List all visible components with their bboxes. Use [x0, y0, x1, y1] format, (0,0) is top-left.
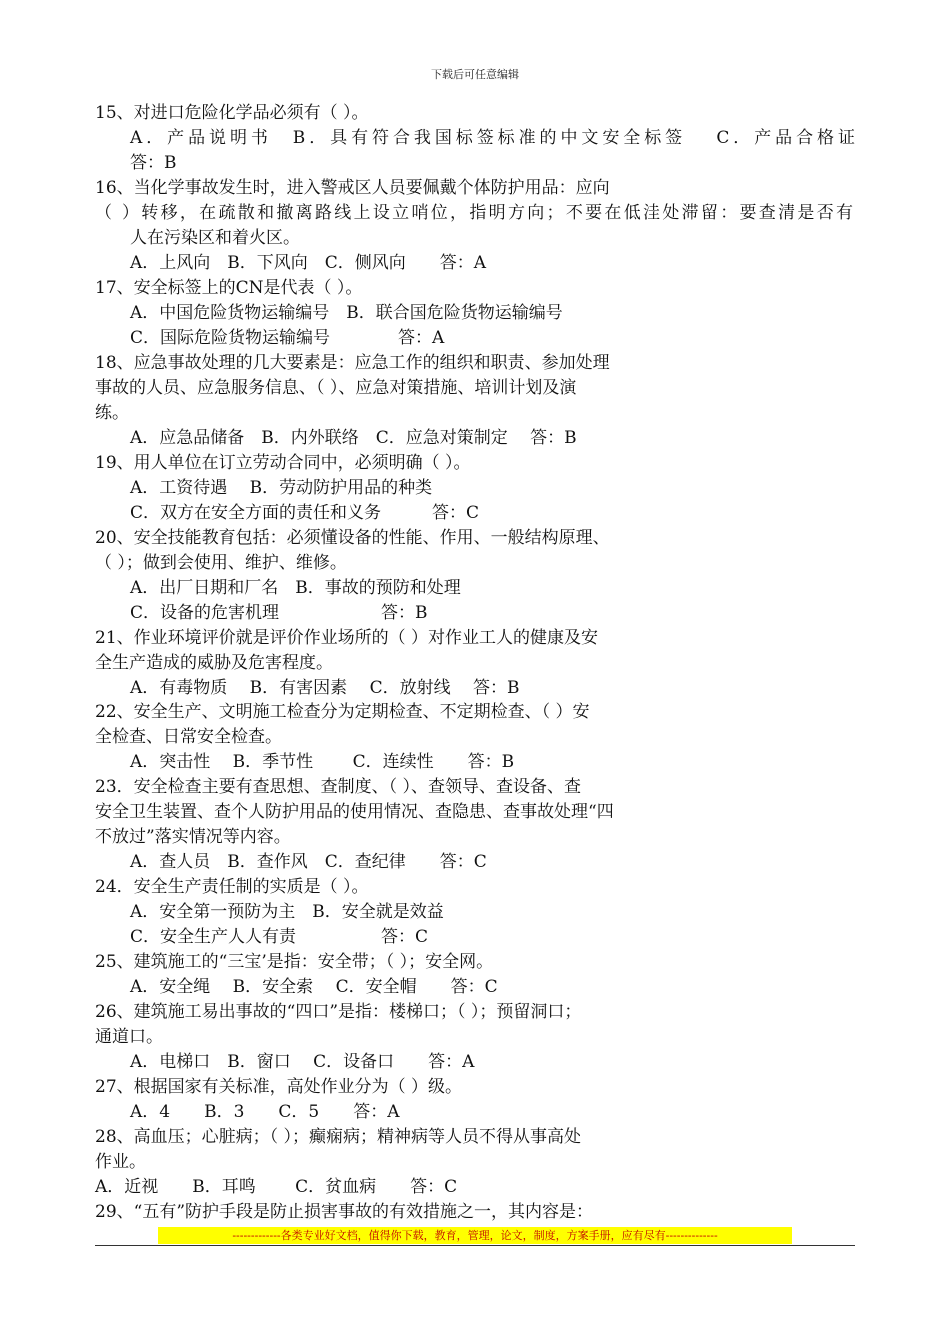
text-line: 21、作业环境评价就是评价作业场所的（ ）对作业工人的健康及安 — [95, 628, 599, 648]
text-line: A．近视 B．耳鸣 C．贫血病 答：C — [95, 1177, 458, 1197]
text-line: A．上风向 B．下风向 C．侧风向 答：A — [130, 253, 487, 273]
text-line: A．产品说明书 B．具有符合我国标签标准的中文安全标签 C．产品合格证 — [130, 128, 859, 148]
text-line: 29、“五有”防护手段是防止损害事故的有效措施之一，其内容是： — [95, 1202, 594, 1222]
footer-banner: -------------各类专业好文档，值得你下载，教育，管理，论文，制度，方案手册，应有尽有-------------- — [158, 1227, 792, 1244]
text-line: A．突击性 B．季节性 C．连续性 答：B — [130, 752, 515, 772]
text-line: 23．安全检查主要有查思想、查制度、（ ）、查领导、查设备、查 — [95, 777, 582, 797]
text-line: 20、安全技能教育包括：必须懂设备的性能、作用、一般结构原理、 — [95, 528, 610, 548]
text-line: A．4 B．3 C．5 答：A — [130, 1102, 400, 1122]
text-line: 全生产造成的威胁及危害程度。 — [95, 653, 333, 673]
text-line: A．应急品储备 B．内外联络 C．应急对策制定 答：B — [130, 428, 577, 448]
text-line: 27、根据国家有关标准，高处作业分为（ ）级。 — [95, 1077, 463, 1097]
text-line: 全检查、日常安全检查。 — [95, 727, 282, 747]
text-line: 作业。 — [95, 1152, 146, 1172]
text-line: A．中国危险货物运输编号 B．联合国危险货物运输编号 — [130, 303, 563, 323]
text-line: A．安全绳 B．安全索 C．安全帽 答：C — [130, 977, 498, 997]
text-line: 26、建筑施工易出事故的“四口”是指：楼梯口；（ ）；预留洞口； — [95, 1002, 582, 1022]
text-line: 15、对进口危险化学品必须有（ ）。 — [95, 103, 369, 123]
text-line: C．设备的危害机理 答：B — [130, 603, 428, 623]
text-line: A．有毒物质 B．有害因素 C．放射线 答：B — [130, 678, 520, 698]
text-line: （ ）；做到会使用、维护、维修。 — [95, 553, 347, 573]
text-line: 练。 — [95, 403, 129, 423]
text-line: 事故的人员、应急服务信息、（ ）、应急对策措施、培训计划及演 — [95, 378, 577, 398]
text-line: 25、建筑施工的“三宝’是指：安全带；（ ）；安全网。 — [95, 952, 494, 972]
footer-rule — [95, 1245, 855, 1246]
text-line: A．出厂日期和厂名 B．事故的预防和处理 — [130, 578, 461, 598]
text-line: C．双方在安全方面的责任和义务 答：C — [130, 503, 480, 523]
text-line: A．工资待遇 B．劳动防护用品的种类 — [130, 478, 433, 498]
page-header: 下载后可任意编辑 — [431, 68, 519, 81]
text-line: C．安全生产人人有责 答：C — [130, 927, 429, 947]
text-line: 答：B — [130, 153, 177, 173]
text-line: 17、安全标签上的CN是代表（ ）。 — [95, 278, 363, 298]
text-line: 24．安全生产责任制的实质是（ ）。 — [95, 877, 369, 897]
text-line: 22、安全生产、文明施工检查分为定期检查、不定期检查、（ ）安 — [95, 702, 590, 722]
text-line: C．国际危险货物运输编号 答：A — [130, 328, 445, 348]
text-line: 不放过”落实情况等内容。 — [95, 827, 291, 847]
text-line: A．安全第一预防为主 B．安全就是效益 — [130, 902, 444, 922]
text-line: 19、用人单位在订立劳动合同中，必须明确（ ）。 — [95, 453, 471, 473]
text-line: 16、当化学事故发生时，进入警戒区人员要佩戴个体防护用品：应向 — [95, 178, 610, 198]
text-line: 通道口。 — [95, 1027, 163, 1047]
text-line: 18、应急事故处理的几大要素是：应急工作的组织和职责、参加处理 — [95, 353, 610, 373]
text-line: （ ）转移，在疏散和撤离路线上设立哨位，指明方向；不要在低洼处滞留：要查清是否有 — [95, 203, 856, 223]
text-line: A．电梯口 B．窗口 C．设备口 答：A — [130, 1052, 475, 1072]
text-line: A．查人员 B．查作风 C．查纪律 答：C — [130, 852, 487, 872]
text-line: 人在污染区和着火区。 — [130, 228, 300, 248]
text-line: 28、高血压；心脏病；（ ）；癫痫病；精神病等人员不得从事高处 — [95, 1127, 582, 1147]
text-line: 安全卫生装置、查个人防护用品的使用情况、查隐患、查事故处理“四 — [95, 802, 614, 822]
